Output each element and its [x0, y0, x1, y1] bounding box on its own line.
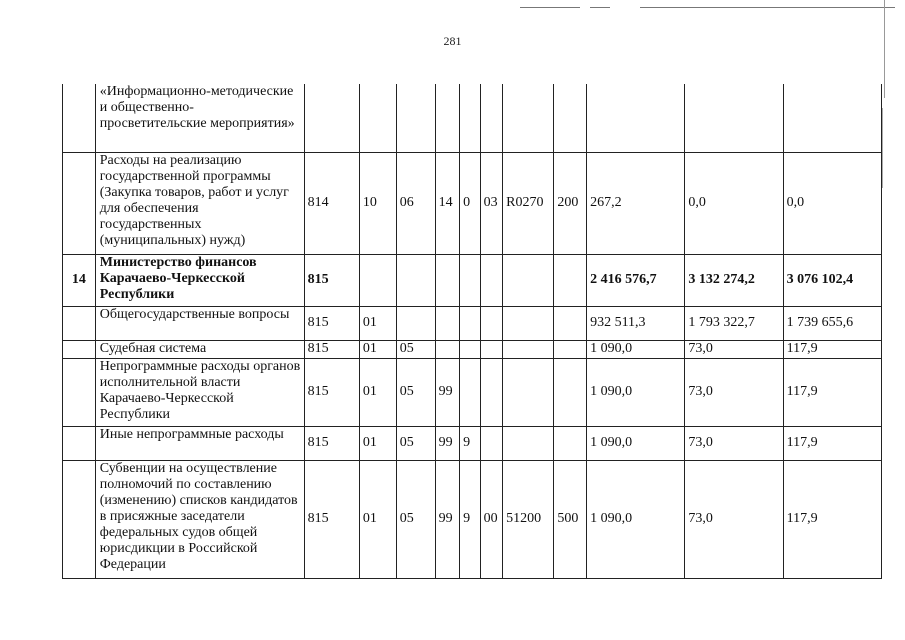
cell-napr: [503, 306, 554, 340]
cell-prog: 14: [435, 152, 460, 254]
cell-napr: [503, 254, 554, 306]
cell-year2: 1 793 322,7: [685, 306, 783, 340]
cell-vr: [554, 306, 587, 340]
cell-year2: 73,0: [685, 340, 783, 358]
cell-sub: 0: [460, 152, 480, 254]
cell-year3: 117,9: [783, 460, 881, 578]
table-row: [63, 306, 882, 340]
cell-osn: [480, 254, 503, 306]
cell-year1: 1 090,0: [587, 426, 685, 460]
cell-pr: 06: [396, 152, 435, 254]
cell-vr: [554, 358, 587, 426]
cell-year3: 117,9: [783, 358, 881, 426]
cell-pr: 05: [396, 426, 435, 460]
cell-napr: [503, 358, 554, 426]
cell-ved: 815: [304, 340, 359, 358]
cell-ved: 815: [304, 460, 359, 578]
cell-year2: 73,0: [685, 358, 783, 426]
table-row: [63, 84, 882, 152]
cell-sub: [460, 340, 480, 358]
table-body: [63, 84, 882, 578]
cell-rz: 01: [359, 460, 396, 578]
cell-napr: [503, 340, 554, 358]
budget-table: [62, 84, 882, 579]
table-row: [63, 152, 882, 254]
cell-year2: 73,0: [685, 460, 783, 578]
cell-year3: 0,0: [783, 152, 881, 254]
cell-year1: 1 090,0: [587, 358, 685, 426]
cell-number: [63, 84, 96, 152]
cell-ved: 815: [304, 358, 359, 426]
cell-prog: [435, 84, 460, 152]
table-row: [63, 340, 882, 358]
page-number: 281: [443, 34, 462, 48]
cell-osn: [480, 358, 503, 426]
cell-osn: [480, 84, 503, 152]
cell-prog: [435, 340, 460, 358]
cell-prog: 99: [435, 460, 460, 578]
cell-rz: 01: [359, 306, 396, 340]
cell-pr: [396, 254, 435, 306]
cell-year3: 1 739 655,6: [783, 306, 881, 340]
cell-vr: [554, 426, 587, 460]
cell-prog: 99: [435, 358, 460, 426]
cell-year1: [587, 84, 685, 152]
scan-margin-line: [882, 108, 883, 188]
cell-rz: [359, 254, 396, 306]
cell-ved: 815: [304, 426, 359, 460]
cell-number: [63, 358, 96, 426]
cell-number: [63, 306, 96, 340]
cell-osn: [480, 340, 503, 358]
cell-year3: 3 076 102,4: [783, 254, 881, 306]
cell-vr: [554, 340, 587, 358]
cell-prog: 99: [435, 426, 460, 460]
cell-rz: 01: [359, 426, 396, 460]
cell-year3: 117,9: [783, 340, 881, 358]
cell-year1: 1 090,0: [587, 460, 685, 578]
cell-sub: 9: [460, 460, 480, 578]
cell-napr: [503, 84, 554, 152]
cell-year2: 3 132 274,2: [685, 254, 783, 306]
cell-rz: 10: [359, 152, 396, 254]
cell-osn: 00: [480, 460, 503, 578]
cell-osn: [480, 426, 503, 460]
cell-year1: 1 090,0: [587, 340, 685, 358]
cell-napr: R0270: [503, 152, 554, 254]
cell-number: [63, 460, 96, 578]
cell-pr: 05: [396, 340, 435, 358]
cell-name: Иные непрограммные расходы: [95, 426, 304, 460]
cell-rz: 01: [359, 340, 396, 358]
cell-number: [63, 426, 96, 460]
cell-ved: 815: [304, 254, 359, 306]
cell-osn: 03: [480, 152, 503, 254]
cell-rz: [359, 84, 396, 152]
cell-year2: 0,0: [685, 152, 783, 254]
cell-year2: [685, 84, 783, 152]
cell-ved: [304, 84, 359, 152]
table-row: [63, 358, 882, 426]
cell-ved: 815: [304, 306, 359, 340]
scan-edge-line: [590, 7, 610, 8]
cell-pr: 05: [396, 460, 435, 578]
cell-vr: [554, 84, 587, 152]
cell-sub: [460, 254, 480, 306]
cell-year2: 73,0: [685, 426, 783, 460]
cell-osn: [480, 306, 503, 340]
cell-year1: 932 511,3: [587, 306, 685, 340]
cell-sub: [460, 84, 480, 152]
cell-name: Министерство финансов Карачаево-Черкесской Республики: [95, 254, 304, 306]
table-row: [63, 426, 882, 460]
cell-year3: [783, 84, 881, 152]
cell-sub: [460, 358, 480, 426]
cell-rz: 01: [359, 358, 396, 426]
cell-prog: [435, 306, 460, 340]
cell-number: [63, 152, 96, 254]
cell-name: Непрограммные расходы органов исполнительной власти Карачаево-Черкесской Республики: [95, 358, 304, 426]
cell-pr: 05: [396, 358, 435, 426]
cell-vr: 200: [554, 152, 587, 254]
cell-vr: 500: [554, 460, 587, 578]
cell-name: Судебная система: [95, 340, 304, 358]
cell-ved: 814: [304, 152, 359, 254]
table-row: [63, 254, 882, 306]
cell-napr: 51200: [503, 460, 554, 578]
cell-number: 14: [63, 254, 96, 306]
cell-prog: [435, 254, 460, 306]
cell-pr: [396, 306, 435, 340]
cell-pr: [396, 84, 435, 152]
cell-year1: 267,2: [587, 152, 685, 254]
cell-name: Общегосударственные вопросы: [95, 306, 304, 340]
cell-name: Расходы на реализацию государственной программы (Закупка товаров, работ и услуг для обеспечения государственных (муниципальных) нужд): [95, 152, 304, 254]
scan-edge-line: [640, 7, 895, 8]
cell-number: [63, 340, 96, 358]
cell-sub: [460, 306, 480, 340]
cell-name: «Информационно-методические и общественно-просветительские мероприятия»: [95, 84, 304, 152]
cell-vr: [554, 254, 587, 306]
cell-name: Субвенции на осуществление полномочий по составлению (изменению) списков кандидатов в присяжные заседатели федеральных судов общей юрисдикции в Российской Федерации: [95, 460, 304, 578]
table-row: [63, 460, 882, 578]
cell-sub: 9: [460, 426, 480, 460]
cell-napr: [503, 426, 554, 460]
cell-year3: 117,9: [783, 426, 881, 460]
scan-edge-line: [520, 7, 580, 8]
cell-year1: 2 416 576,7: [587, 254, 685, 306]
scan-margin-line: [884, 0, 885, 98]
